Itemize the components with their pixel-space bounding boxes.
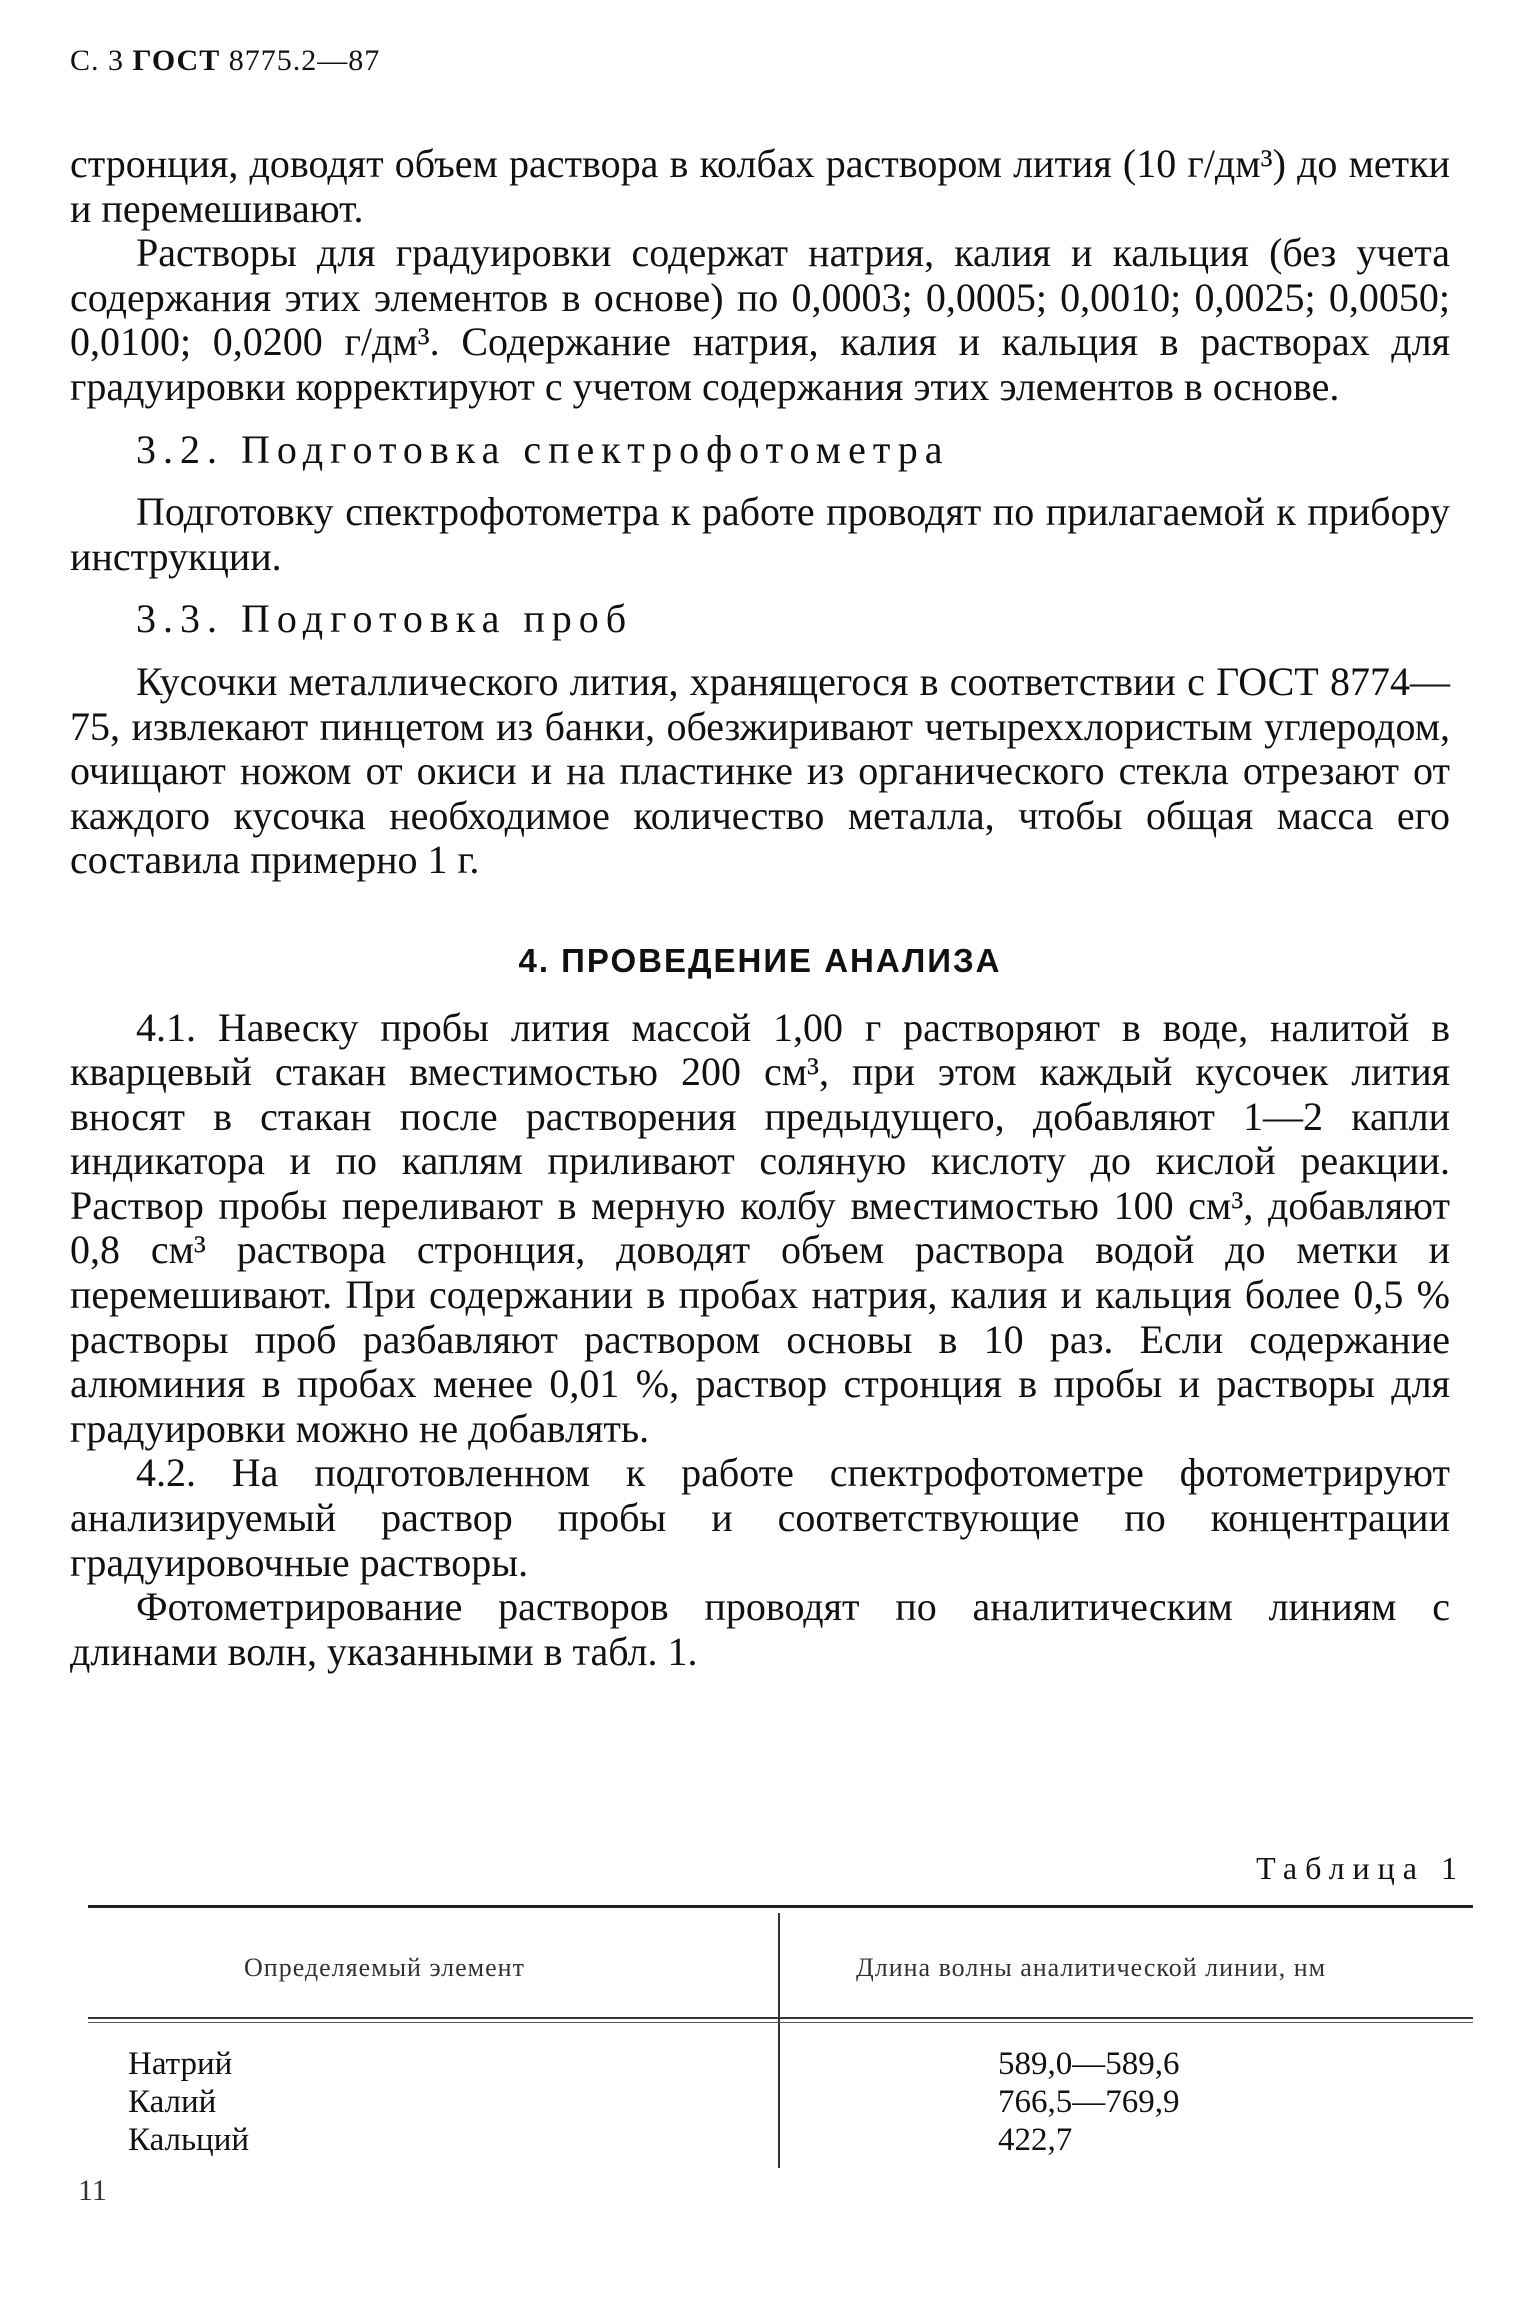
- section-heading-analysis: 4. ПРОВЕДЕНИЕ АНАЛИЗА: [518, 941, 1002, 979]
- table-header-element: Определяемый элемент: [244, 1953, 525, 1982]
- body-text: [70, 142, 1450, 1674]
- page-label: С. 3: [70, 44, 125, 77]
- table-top-rule: [88, 1905, 1473, 1908]
- paragraph-4-2: 4.2. На подготовленном к работе спектрофотометре фотометрируют анализируемый раствор пробы и соответствующие по концентрации градуировочные растворы.: [70, 1450, 1450, 1585]
- paragraph-sample-prep: Кусочки металлического лития, хранящегося в соответствии с ГОСТ 8774—75, извлекают пинцетом из банки, обезжиривают четыреххлористым углеродом, очищают ножом от окиси и на пластинке из органического стекла отрезают от каждого кусочка необходимое количество металла, чтобы общая масса его составила примерно 1 г.: [70, 658, 1450, 883]
- table-cell-wavelength: 422,7: [998, 2122, 1073, 2158]
- paragraph-continuation: стронция, доводят объем раствора в колбах раствором лития (10 г/дм³) до метки и перемешивают.: [70, 141, 1450, 231]
- table-cell-wavelength: 589,0—589,6: [998, 2046, 1180, 2082]
- table-cell-element: Калий: [128, 2084, 217, 2120]
- page-header: [70, 44, 380, 78]
- table-caption: Таблица 1: [1256, 1850, 1465, 1886]
- wavelength-table: [88, 1905, 1473, 2173]
- paragraph-4-1: 4.1. Навеску пробы лития массой 1,00 г растворяют в воде, налитой в кварцевый стакан вместимостью 200 см³, при этом каждый кусочек лития вносят в стакан после растворения предыдущего, добавляют 1—2 капли индикатора и по каплям приливают соляную кислоту до кислой реакции. Раствор пробы переливают в мерную колбу вместимостью 100 см³, добавляют 0,8 см³ раствора стронция, доводят объем раствора водой до метки и перемешивают. При содержании в пробах натрия, калия и кальция более 0,5 % растворы проб разбавляют раствором основы в 10 раз. Если содержание алюминия в пробах менее 0,01 %, раствор стронция в пробы и растворы для градуировки можно не добавлять.: [70, 1004, 1450, 1451]
- table-header-rule: [88, 2017, 1473, 2019]
- table-column-elements: [128, 2045, 249, 2159]
- table-header-rule-double: [88, 2022, 1473, 2023]
- table-cell-element: Натрий: [128, 2046, 233, 2082]
- standard-number: 8775.2—87: [228, 44, 381, 77]
- page-number: 11: [78, 2174, 107, 2207]
- subheading-samples: 3.3. Подготовка проб: [136, 596, 634, 642]
- table-cell-element: Кальций: [128, 2122, 250, 2158]
- table-cell-wavelength: 766,5—769,9: [998, 2084, 1180, 2120]
- standard-label: ГОСТ: [132, 44, 221, 77]
- paragraph-calibration-solutions: Растворы для градуировки содержат натрия, калия и кальция (без учета содержания этих элементов в основе) по 0,0003; 0,0005; 0,0010; 0,0025; 0,0050; 0,0100; 0,0200 г/дм³. Содержание натрия, калия и кальция в растворах для градуировки корректируют с учетом содержания этих элементов в основе.: [70, 230, 1450, 409]
- table-header-wavelength: Длина волны аналитической линии, нм: [856, 1953, 1327, 1982]
- paragraph-photometry: Фотометрирование растворов проводят по аналитическим линиям с длинами волн, указанными в табл. 1.: [70, 1584, 1450, 1674]
- paragraph-spectrophotometer-prep: Подготовку спектрофотометра к работе проводят по прилагаемой к прибору инструкции.: [70, 489, 1450, 579]
- table-column-divider: [778, 1913, 780, 2168]
- subheading-spectrophotometer: 3.2. Подготовка спектрофотометра: [136, 426, 950, 472]
- table-column-wavelengths: [998, 2045, 1180, 2159]
